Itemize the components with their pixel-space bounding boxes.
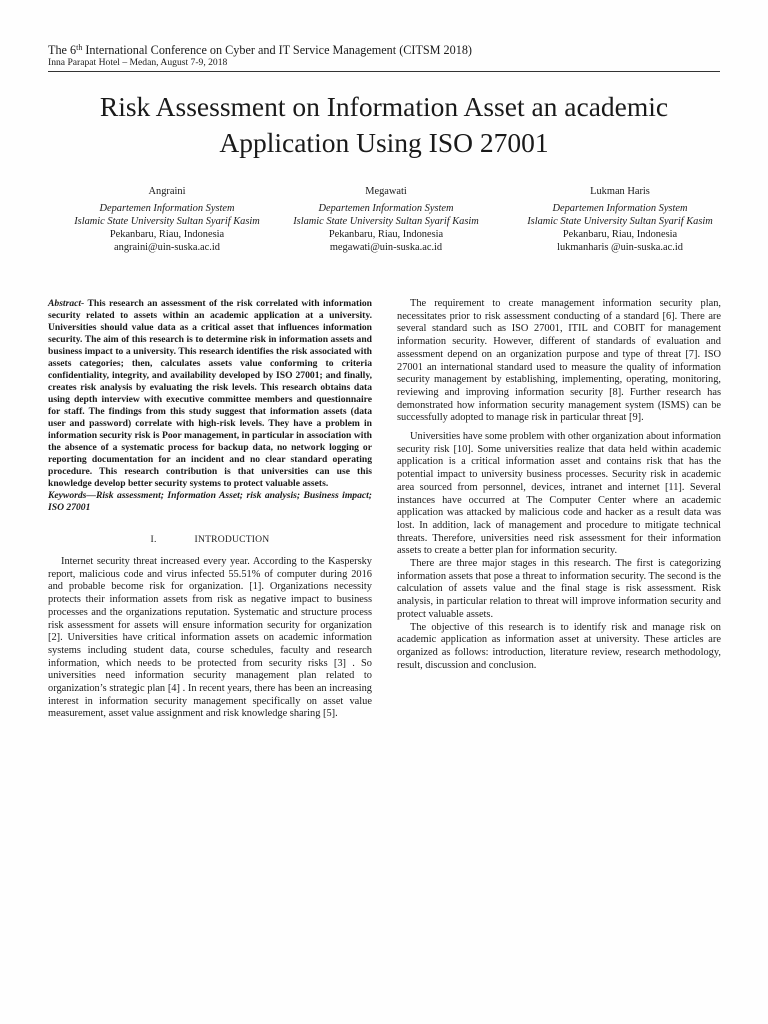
conference-prefix: The 6 — [48, 43, 77, 57]
intro-paragraph-4: There are three major stages in this research. The first is categorizing information assets that pose a threat to information security. The second is the calculation of assets value and the final stage is risk assessment. Risk analysis, in particular relation to threat will improve information security and protect valuable assets. — [397, 558, 721, 620]
author-university: Islamic State University Sultan Syarif Kasim — [527, 216, 713, 227]
section-title: INTRODUCTION — [194, 534, 270, 545]
abstract — [48, 298, 372, 490]
author-location: Pekanbaru, Riau, Indonesia — [328, 229, 444, 240]
author-department: Departemen Information System — [99, 203, 235, 214]
section-number: I. — [150, 534, 157, 545]
conference-superscript: th — [76, 43, 83, 52]
author-location: Pekanbaru, Riau, Indonesia — [562, 229, 678, 240]
author-department: Departemen Information System — [318, 203, 454, 214]
header-divider — [48, 71, 720, 72]
author-email: megawati@uin-suska.ac.id — [329, 242, 443, 253]
intro-paragraph-2: The requirement to create management information security plan, necessitates prior to risk assessment conducting of a standard [6]. There are several standard such as ISO 27001, ITIL and COBIT for management information security. However, different of standards of evaluation and assessment depend on an organization purpose and type of threat [7]. ISO 27001 an international standard used to measure the quality of information security management by establishing, implementing, operating, monitoring, reviewing and improving information security [8]. Further research has demonstrated how information security management system (ISMS) can be successfully adopted to manage risk in particular threat [9]. — [397, 298, 721, 424]
keywords: Keywords—Risk assessment; Information Asset; risk analysis; Business impact; ISO 27001 — [48, 490, 372, 513]
author-email: angraini@uin-suska.ac.id — [114, 242, 220, 253]
intro-paragraph-3: Universities have some problem with other organization about information security risk [10]. Some universities realize that data held within academic application is a critical information asset and contains risk that has the potential impact to university business processes. Security risk in academic area sourced from personnel, devices, intranet and internet [11]. Several instances have occurred at The Computer Center where an academic application was attacked by malicious code and hacker as a result data was lost. In addition, lack of management and procedure to mitigate technical threats. Therefore, universities need risk assessment for their information assets to create a better plan for information security. — [397, 431, 721, 557]
author-name: Angraini — [148, 186, 186, 197]
author-name: Megawati — [365, 186, 407, 197]
author-block-2 — [275, 185, 497, 254]
section-heading-introduction — [48, 534, 372, 546]
conference-header — [48, 43, 728, 57]
abstract-text: This research an assessment of the risk correlated with information security related to assets within an academic application at a university. Universities should value data as a critical asset that influences information security. The aim of this research is to determine risk in information assets and business impact to a university. This research identifies the risk associated with assets categories; then, calculates assets value conforming to criteria confidentiality, integrity, and availability developed by ISO 27001; and finally, creates risk analysis by evaluating the risk levels. This research obtains data using depth interview with executive committee members and questionnaire for staff. The findings from this study suggest that information assets (data user and password) correlate with high-risk levels. They have a problem in information security risk is Poor management, in particular in association with the absence of a systematic process for backup data, no network logging or reporting documentation for an incident and no clear standard operating procedure. This research contribution is that universities can use this knowledge develop better security systems to protect valuable assets. — [48, 298, 372, 489]
author-block-3 — [509, 185, 731, 254]
intro-paragraph-5: The objective of this research is to identify risk and manage risk on academic application as information asset at university. These articles are organized as follows: introduction, literature review, research methodology, result, discussion and conclusion. — [397, 621, 721, 671]
author-university: Islamic State University Sultan Syarif Kasim — [74, 216, 260, 227]
right-column — [397, 298, 721, 672]
author-location: Pekanbaru, Riau, Indonesia — [109, 229, 225, 240]
intro-paragraph-1: Internet security threat increased every year. According to the Kaspersky report, malicious code and virus infected 55.51% of computer during 2016 and probable become risk for organization. [1]. Organizations necessity protects their information assets from risk as negative impact to business processes and the organizations reputation. Systematic and structure process risk assessment for assets will ensure information security for organization [2]. Universities have critical information assets on academic information systems including student data, course schedules, faculty and research information, which needs to be protected from security risks [3] . So universities need information security management plan related to organization’s strategic plan [4] . In recent years, there has been an increasing interest in information security management specifically on asset value measurement, asset value assignment and risk knowledge sharing [5]. — [48, 556, 372, 720]
conference-suffix: International Conference on Cyber and IT Service Management (CITSM 2018) — [82, 43, 472, 57]
left-column — [48, 298, 372, 721]
conference-venue: Inna Parapat Hotel – Medan, August 7-9, 2018 — [48, 57, 228, 68]
author-block-1 — [56, 185, 278, 254]
abstract-label: Abstract- — [48, 298, 85, 309]
author-department: Departemen Information System — [552, 203, 688, 214]
author-email: lukmanharis @uin-suska.ac.id — [557, 242, 683, 253]
author-name: Lukman Haris — [590, 186, 650, 197]
paper-title: Risk Assessment on Information Asset an academic Application Using ISO 27001 — [99, 91, 669, 158]
author-university: Islamic State University Sultan Syarif Kasim — [293, 216, 479, 227]
